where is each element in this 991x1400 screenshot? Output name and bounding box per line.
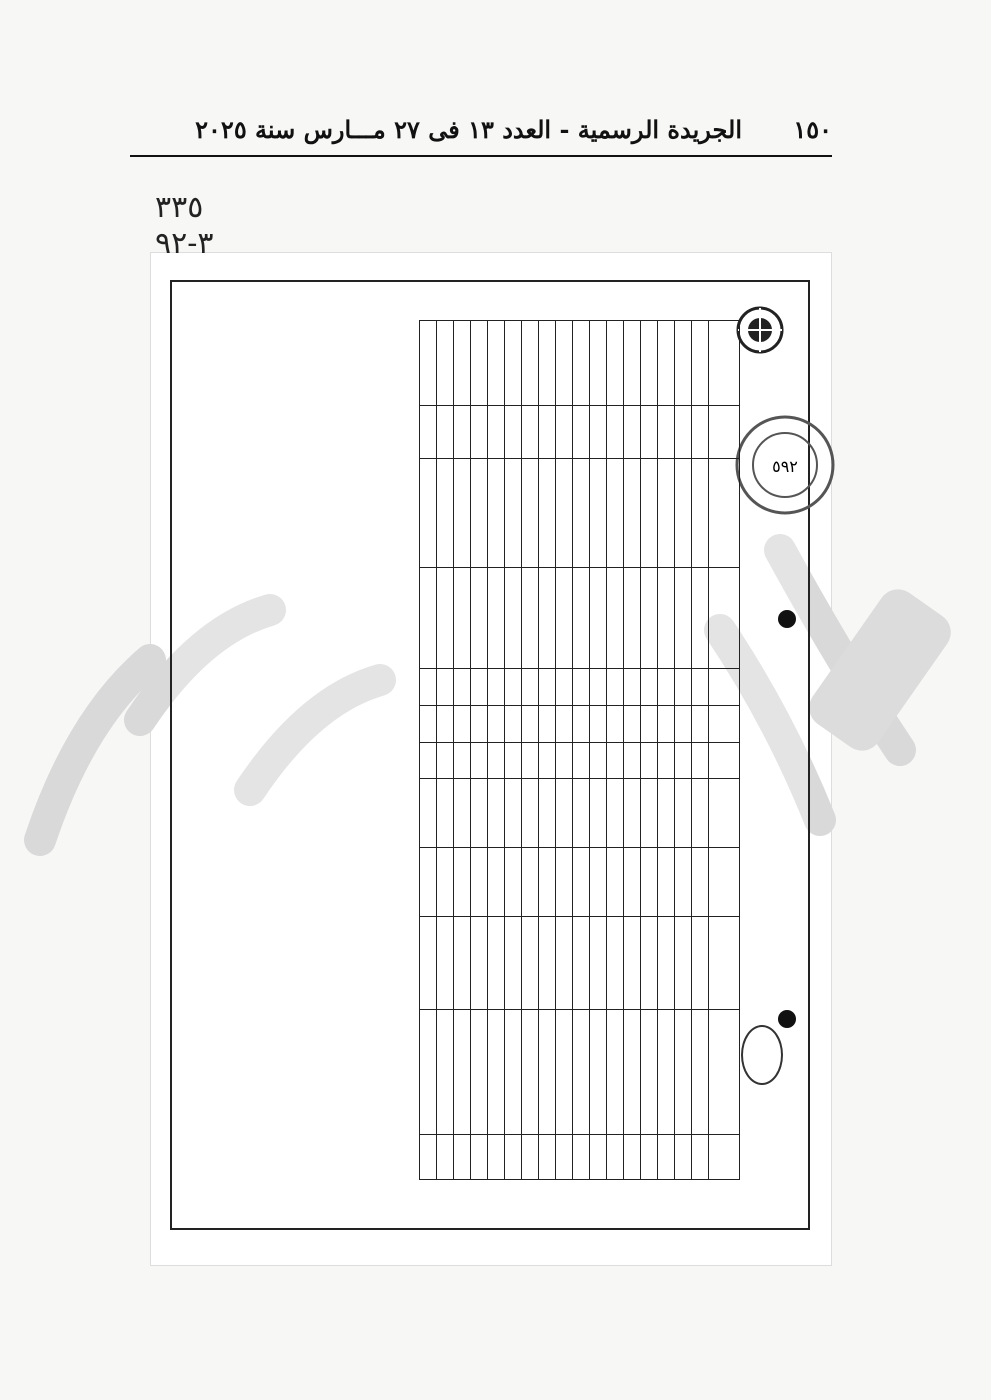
- table-cell: [692, 567, 709, 668]
- table-cell: [556, 406, 573, 459]
- table-cell: [454, 668, 471, 705]
- table-cell: [624, 705, 641, 742]
- table-cell: [505, 406, 522, 459]
- table-cell: [658, 321, 675, 406]
- table-cell: [539, 779, 556, 848]
- table-cell: [607, 321, 624, 406]
- table-cell: [539, 406, 556, 459]
- table-row: [641, 321, 658, 1180]
- table-cell: [573, 779, 590, 848]
- table-cell: [420, 567, 437, 668]
- table-cell: [607, 406, 624, 459]
- table-cell: [556, 779, 573, 848]
- header-title: الجريدة الرسمية - العدد ١٣ فى ٢٧ مـــارس سنة ٢٠٢٥: [195, 115, 742, 144]
- table-cell: [590, 1135, 607, 1180]
- table-cell: [573, 567, 590, 668]
- table-cell: [675, 458, 692, 567]
- table-cell: [607, 917, 624, 1010]
- col-header: [709, 1010, 740, 1135]
- table-cell: [505, 848, 522, 917]
- col-header: [709, 779, 740, 848]
- table-cell: [539, 705, 556, 742]
- table-cell: [471, 458, 488, 567]
- table-cell: [539, 668, 556, 705]
- table-cell: [624, 567, 641, 668]
- table-cell: [471, 406, 488, 459]
- table-cell: [556, 848, 573, 917]
- table-cell: [692, 1010, 709, 1135]
- table-row: [505, 321, 522, 1180]
- table-cell: [675, 742, 692, 779]
- table-cell: [471, 321, 488, 406]
- table-cell: [573, 321, 590, 406]
- table-cell: [641, 1010, 658, 1135]
- table-cell: [607, 668, 624, 705]
- table-cell: [658, 1135, 675, 1180]
- table-cell: [624, 779, 641, 848]
- table-cell: [573, 1010, 590, 1135]
- table-cell: [590, 779, 607, 848]
- table-cell: [454, 1135, 471, 1180]
- table-cell: [607, 1010, 624, 1135]
- table-cell: [590, 668, 607, 705]
- table-cell: [454, 458, 471, 567]
- table-cell: [641, 406, 658, 459]
- table-cell: [505, 779, 522, 848]
- table-cell: [420, 406, 437, 459]
- rotated-document: [185, 290, 795, 1210]
- table-cell: [454, 848, 471, 917]
- table-row: [692, 321, 709, 1180]
- table-cell: [522, 848, 539, 917]
- table-row: [607, 321, 624, 1180]
- table-cell: [692, 1135, 709, 1180]
- table-cell: [539, 321, 556, 406]
- table-cell: [505, 321, 522, 406]
- table-cell: [539, 1010, 556, 1135]
- table-cell: [556, 668, 573, 705]
- table-cell: [624, 668, 641, 705]
- table-cell: [692, 705, 709, 742]
- table-cell: [658, 406, 675, 459]
- table-cell: [607, 458, 624, 567]
- table-cell: [641, 567, 658, 668]
- table-cell: [420, 705, 437, 742]
- table-cell: [522, 668, 539, 705]
- table-cell: [488, 458, 505, 567]
- table-cell: [658, 917, 675, 1010]
- table-cell: [522, 406, 539, 459]
- table-cell: [675, 406, 692, 459]
- table-cell: [573, 406, 590, 459]
- col-header: [709, 406, 740, 459]
- table-cell: [675, 321, 692, 406]
- table-cell: [505, 1010, 522, 1135]
- table-cell: [454, 406, 471, 459]
- table-cell: [454, 567, 471, 668]
- table-cell: [437, 1010, 454, 1135]
- page-number: ١٥٠: [793, 115, 832, 144]
- table-cell: [420, 742, 437, 779]
- table-cell: [641, 742, 658, 779]
- seal-number: ٥٩٢: [772, 457, 798, 476]
- table-cell: [505, 917, 522, 1010]
- note-line: ٣٣٥: [155, 190, 204, 225]
- table-cell: [488, 917, 505, 1010]
- table-cell: [590, 848, 607, 917]
- table-cell: [454, 742, 471, 779]
- table-cell: [624, 321, 641, 406]
- table-cell: [607, 705, 624, 742]
- table-cell: [590, 458, 607, 567]
- table-cell: [556, 1135, 573, 1180]
- table-cell: [420, 458, 437, 567]
- table-cell: [624, 848, 641, 917]
- table-cell: [675, 567, 692, 668]
- table-row: [420, 321, 437, 1180]
- table-cell: [539, 1135, 556, 1180]
- table-cell: [641, 848, 658, 917]
- table-cell: [420, 1135, 437, 1180]
- table-cell: [471, 1135, 488, 1180]
- page-header: [130, 105, 832, 157]
- table-row: [522, 321, 539, 1180]
- table-row: [437, 321, 454, 1180]
- table-cell: [420, 668, 437, 705]
- table-cell: [505, 567, 522, 668]
- table-cell: [454, 321, 471, 406]
- table-cell: [590, 917, 607, 1010]
- table-cell: [437, 848, 454, 917]
- table-cell: [675, 848, 692, 917]
- note-line: ٣-٩٢: [155, 226, 214, 261]
- table-cell: [488, 705, 505, 742]
- table-cell: [556, 705, 573, 742]
- table-cell: [590, 406, 607, 459]
- table-cell: [607, 742, 624, 779]
- table-cell: [471, 742, 488, 779]
- table-row: [454, 321, 471, 1180]
- table-cell: [471, 1010, 488, 1135]
- table-cell: [437, 705, 454, 742]
- table-cell: [437, 406, 454, 459]
- table-cell: [658, 848, 675, 917]
- table-cell: [590, 705, 607, 742]
- table-cell: [692, 406, 709, 459]
- table-cell: [692, 742, 709, 779]
- table-cell: [573, 848, 590, 917]
- table-cell: [658, 742, 675, 779]
- table-cell: [624, 1135, 641, 1180]
- table-cell: [675, 1010, 692, 1135]
- table-cell: [692, 779, 709, 848]
- table-cell: [658, 668, 675, 705]
- table-cell: [590, 1010, 607, 1135]
- table-cell: [471, 917, 488, 1010]
- table-cell: [675, 705, 692, 742]
- table-cell: [556, 742, 573, 779]
- table-cell: [675, 917, 692, 1010]
- table-cell: [488, 1010, 505, 1135]
- table-cell: [641, 321, 658, 406]
- table-cell: [692, 458, 709, 567]
- table-cell: [624, 742, 641, 779]
- table-cell: [675, 668, 692, 705]
- table-cell: [454, 917, 471, 1010]
- table-cell: [505, 705, 522, 742]
- table-cell: [573, 1135, 590, 1180]
- table-cell: [437, 321, 454, 406]
- table-row: [590, 321, 607, 1180]
- table-cell: [624, 1010, 641, 1135]
- table-cell: [607, 848, 624, 917]
- table-cell: [437, 668, 454, 705]
- table-cell: [488, 406, 505, 459]
- table-cell: [505, 742, 522, 779]
- table-cell: [539, 742, 556, 779]
- table-cell: [573, 705, 590, 742]
- table-cell: [471, 848, 488, 917]
- table-cell: [624, 917, 641, 1010]
- table-cell: [522, 458, 539, 567]
- col-header: [709, 321, 740, 406]
- table-cell: [556, 917, 573, 1010]
- table-cell: [488, 567, 505, 668]
- table-cell: [522, 779, 539, 848]
- table-cell: [471, 779, 488, 848]
- table-cell: [471, 705, 488, 742]
- table-row: [471, 321, 488, 1180]
- table-cell: [522, 705, 539, 742]
- table-cell: [420, 848, 437, 917]
- col-header: [709, 705, 740, 742]
- table-cell: [556, 1010, 573, 1135]
- table-cell: [437, 567, 454, 668]
- col-header: [709, 567, 740, 668]
- table-cell: [420, 917, 437, 1010]
- table-cell: [488, 779, 505, 848]
- table-cell: [488, 848, 505, 917]
- table-cell: [488, 321, 505, 406]
- table-cell: [692, 321, 709, 406]
- table-row: [624, 321, 641, 1180]
- table-cell: [607, 1135, 624, 1180]
- table-cell: [420, 1010, 437, 1135]
- table-row: [488, 321, 505, 1180]
- table-cell: [607, 779, 624, 848]
- table-cell: [641, 705, 658, 742]
- table-cell: [437, 742, 454, 779]
- table-cell: [641, 917, 658, 1010]
- table-cell: [573, 668, 590, 705]
- table-cell: [420, 779, 437, 848]
- table-cell: [607, 567, 624, 668]
- table-cell: [692, 848, 709, 917]
- table-cell: [692, 917, 709, 1010]
- table-cell: [658, 458, 675, 567]
- table-cell: [522, 567, 539, 668]
- col-header: [709, 668, 740, 705]
- table-cell: [641, 458, 658, 567]
- table-cell: [454, 779, 471, 848]
- table-cell: [658, 567, 675, 668]
- col-header: [709, 1135, 740, 1180]
- table-cell: [658, 705, 675, 742]
- table-cell: [454, 705, 471, 742]
- table-cell: [488, 742, 505, 779]
- table-cell: [437, 917, 454, 1010]
- data-table: [419, 320, 740, 1180]
- table-header-row: [709, 321, 740, 1180]
- table-cell: [573, 458, 590, 567]
- col-header: [709, 742, 740, 779]
- table-cell: [556, 567, 573, 668]
- table-cell: [692, 668, 709, 705]
- table-cell: [624, 406, 641, 459]
- table-cell: [658, 779, 675, 848]
- table-cell: [471, 567, 488, 668]
- table-cell: [488, 668, 505, 705]
- table-cell: [522, 917, 539, 1010]
- table-cell: [675, 1135, 692, 1180]
- table-row: [556, 321, 573, 1180]
- table-cell: [505, 458, 522, 567]
- col-header: [709, 458, 740, 567]
- table-cell: [556, 321, 573, 406]
- table-cell: [539, 917, 556, 1010]
- table-cell: [658, 1010, 675, 1135]
- table-cell: [437, 779, 454, 848]
- stamp-oval: [741, 1025, 783, 1085]
- table-cell: [437, 458, 454, 567]
- col-header: [709, 848, 740, 917]
- table-cell: [522, 1010, 539, 1135]
- handwritten-note: [155, 190, 214, 262]
- table-cell: [420, 321, 437, 406]
- table-cell: [641, 779, 658, 848]
- table-row: [658, 321, 675, 1180]
- table-row: [675, 321, 692, 1180]
- table-cell: [539, 567, 556, 668]
- table-cell: [590, 321, 607, 406]
- table-cell: [522, 1135, 539, 1180]
- table-cell: [539, 848, 556, 917]
- table-cell: [624, 458, 641, 567]
- table-cell: [573, 917, 590, 1010]
- table-cell: [675, 779, 692, 848]
- table-cell: [505, 668, 522, 705]
- table-cell: [505, 1135, 522, 1180]
- table-cell: [522, 321, 539, 406]
- table-cell: [573, 742, 590, 779]
- table-cell: [641, 668, 658, 705]
- table-cell: [641, 1135, 658, 1180]
- table-cell: [454, 1010, 471, 1135]
- table-cell: [556, 458, 573, 567]
- table-cell: [522, 742, 539, 779]
- table-body: [420, 321, 709, 1180]
- col-header: [709, 917, 740, 1010]
- table-cell: [488, 1135, 505, 1180]
- table-cell: [590, 742, 607, 779]
- table-cell: [590, 567, 607, 668]
- table-row: [573, 321, 590, 1180]
- table-cell: [539, 458, 556, 567]
- table-row: [539, 321, 556, 1180]
- table-cell: [437, 1135, 454, 1180]
- table-cell: [471, 668, 488, 705]
